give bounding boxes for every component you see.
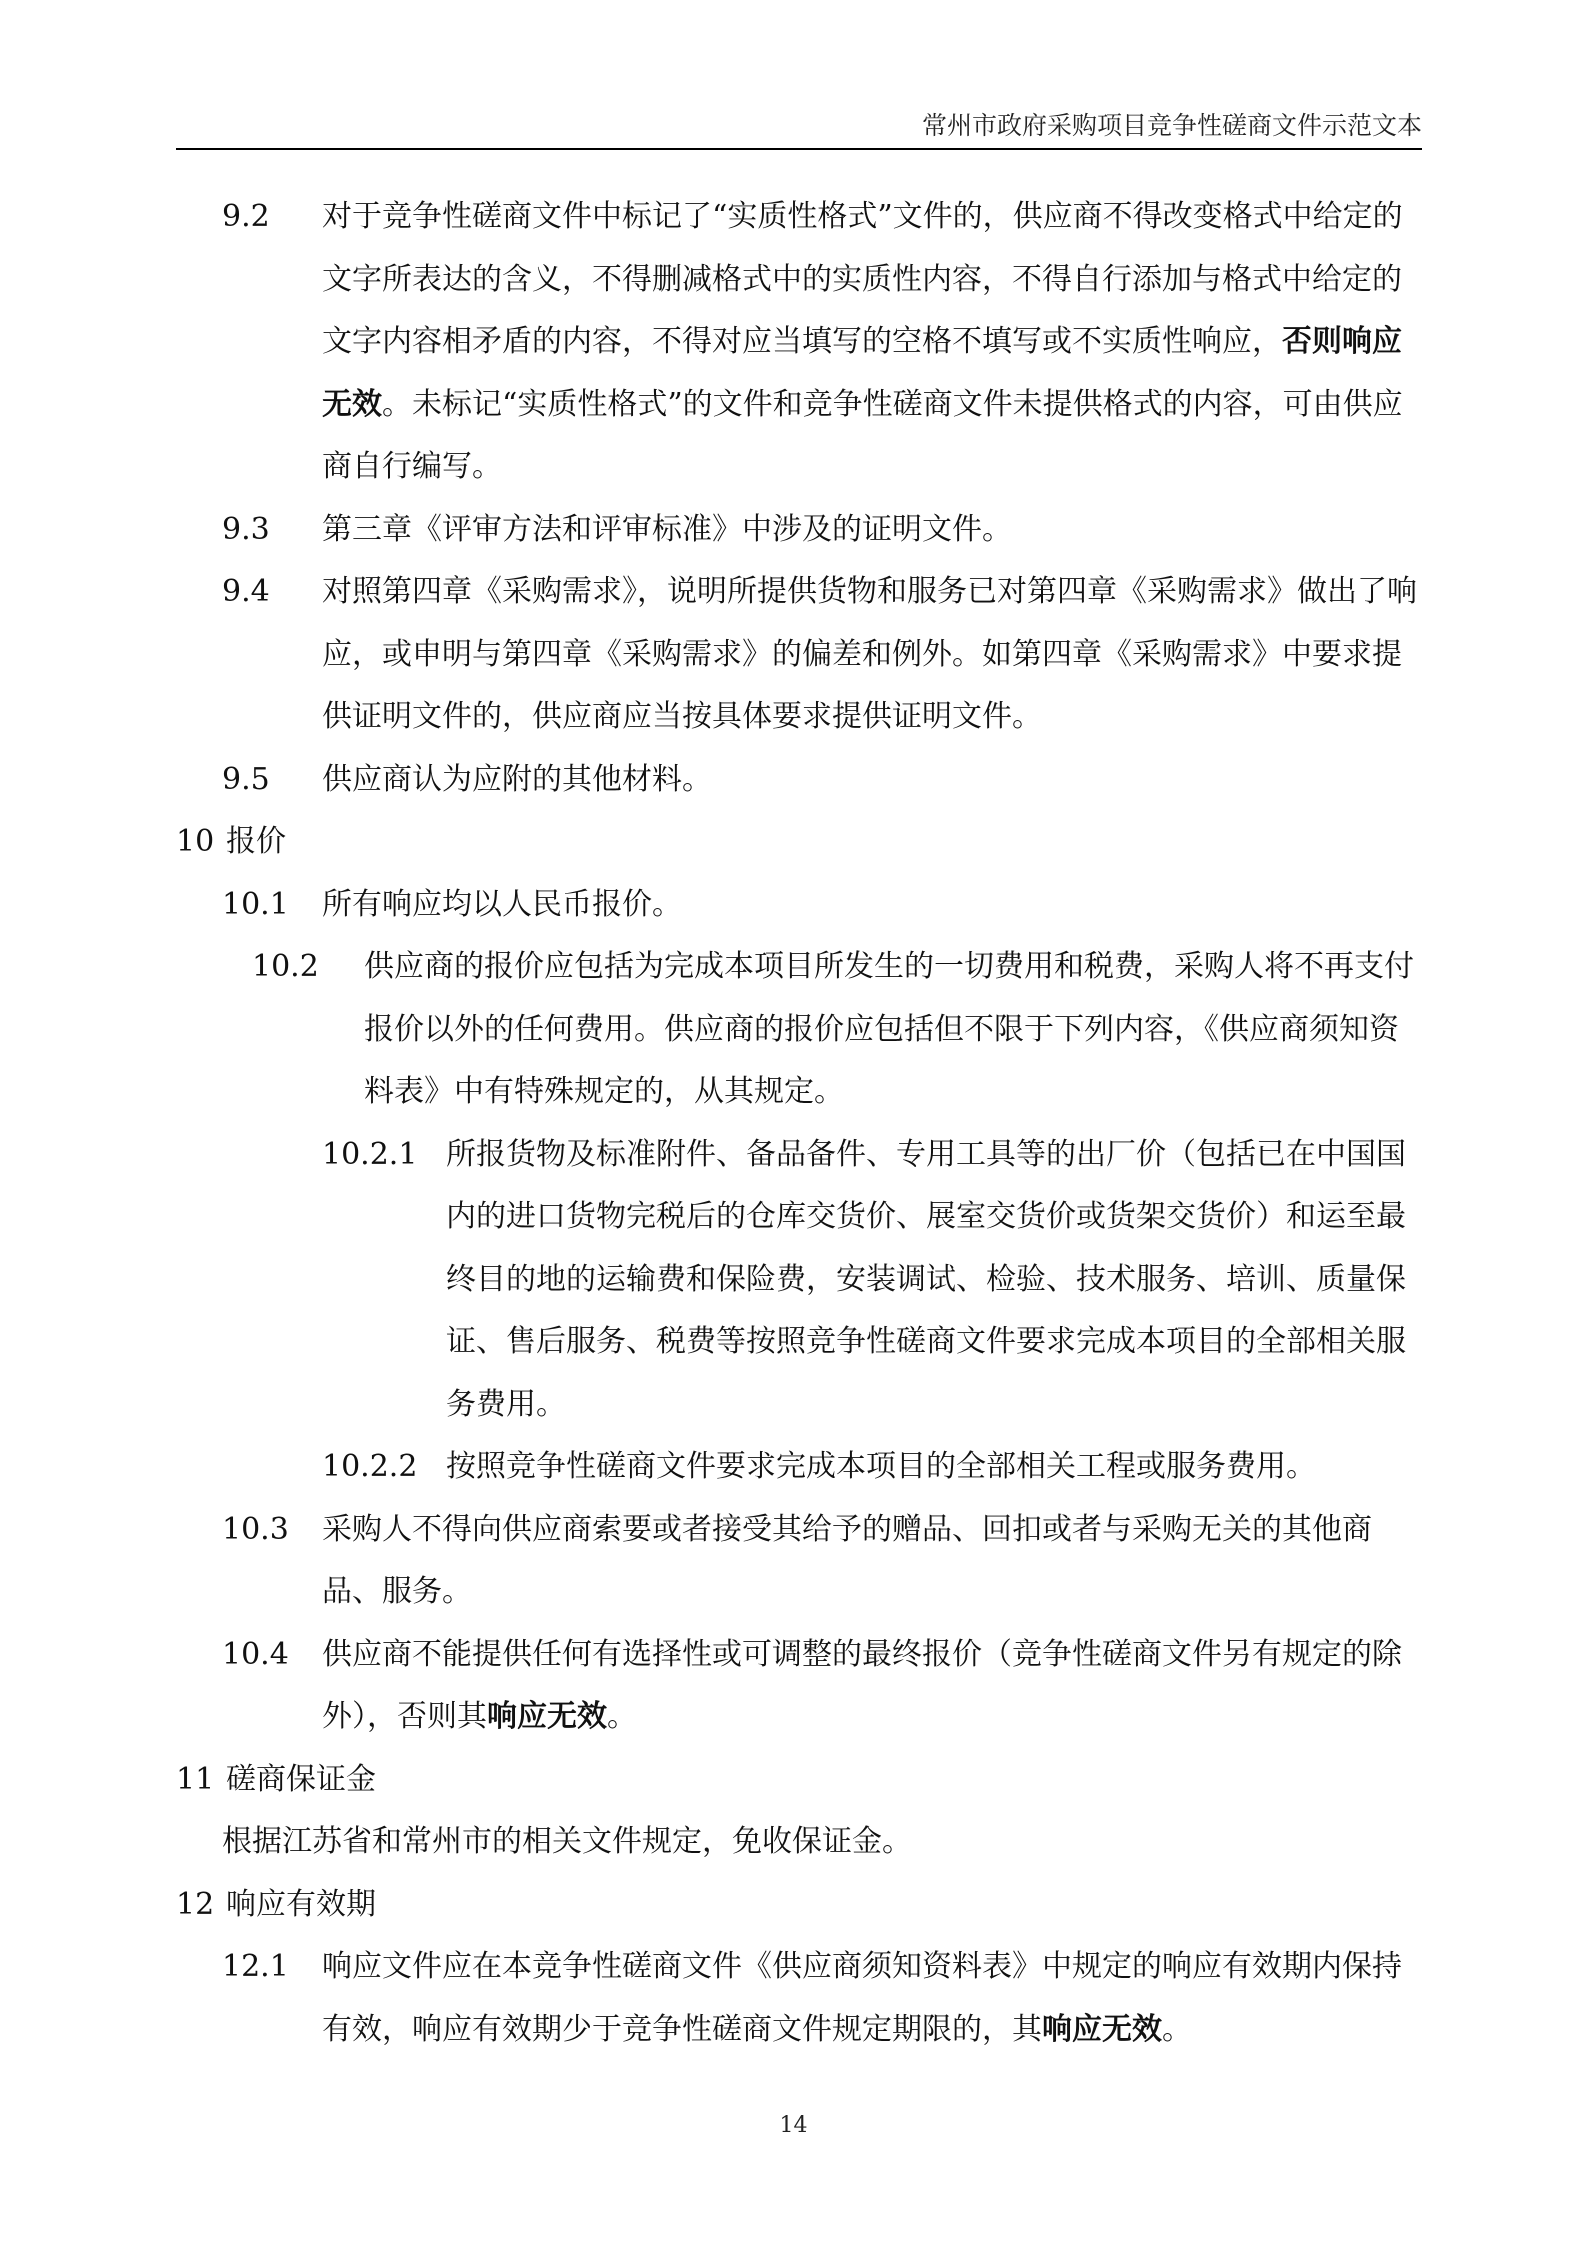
- clause-text: 对照第四章《采购需求》，说明所提供货物和服务已对第四章《采购需求》做出了响应，或申明与第四章《采购需求》的偏差和例外。如第四章《采购需求》中要求提供证明文件的，供应商应当按具体要求提供证明文件。: [322, 574, 1417, 734]
- clause-12-1: [176, 1936, 1422, 2061]
- section-12-heading: [176, 1874, 1422, 1937]
- clause-10-2: [176, 936, 1422, 1124]
- section-title: 磋商保证金: [226, 1761, 376, 1797]
- clause-number: 10.2.1: [322, 1136, 418, 1172]
- section-title: 响应有效期: [226, 1886, 376, 1922]
- clause-text: 响应文件应在本竞争性磋商文件《供应商须知资料表》中规定的响应有效期内保持有效，响应有效期少于竞争性磋商文件规定期限的，其响应无效。: [322, 1949, 1402, 2047]
- emphasis: 否则响应无效: [322, 324, 1402, 422]
- clause-9-2: [176, 186, 1422, 499]
- header-divider: [176, 148, 1422, 150]
- clause-number: 10.1: [222, 886, 289, 922]
- clause-10-1: [176, 874, 1422, 937]
- clause-text: 所报货物及标准附件、备品备件、专用工具等的出厂价（包括已在中国国内的进口货物完税后的仓库交货价、展室交货价或货架交货价）和运至最终目的地的运输费和保险费，安装调试、检验、技术服务、培训、质量保证、售后服务、税费等按照竞争性磋商文件要求完成本项目的全部相关服务费用。: [446, 1136, 1406, 1422]
- clause-9-4: [176, 561, 1422, 749]
- clause-10-4: [176, 1624, 1422, 1749]
- clause-text: 按照竞争性磋商文件要求完成本项目的全部相关工程或服务费用。: [446, 1449, 1316, 1484]
- clause-10-2-1: [176, 1124, 1422, 1437]
- clause-text: 对于竞争性磋商文件中标记了“实质性格式”文件的，供应商不得改变格式中给定的文字所表达的含义，不得删减格式中的实质性内容，不得自行添加与格式中给定的文字内容相矛盾的内容，不得对应当填写的空格不填写或不实质性响应，否则响应无效。未标记“实质性格式”的文件和竞争性磋商文件未提供格式的内容，可由供应商自行编写。: [322, 199, 1403, 484]
- section-title: 报价: [226, 824, 286, 859]
- clause-9-3: [176, 499, 1422, 562]
- clause-number: 10.4: [222, 1636, 289, 1672]
- section-11-text: 根据江苏省和常州市的相关文件规定，免收保证金。: [222, 1824, 912, 1859]
- page-number: 14: [779, 2113, 808, 2138]
- clause-10-3: [176, 1499, 1422, 1624]
- clause-text: 采购人不得向供应商索要或者接受其给予的赠品、回扣或者与采购无关的其他商品、服务。: [322, 1511, 1372, 1609]
- clause-text: 第三章《评审方法和评审标准》中涉及的证明文件。: [322, 511, 1012, 547]
- clause-number: 9.4: [222, 574, 270, 609]
- clause-text: 所有响应均以人民币报价。: [322, 886, 682, 922]
- clause-text: 供应商不能提供任何有选择性或可调整的最终报价（竞争性磋商文件另有规定的除外），否则其响应无效。: [322, 1636, 1402, 1734]
- clause-9-5: [176, 749, 1422, 812]
- section-10-heading: [176, 811, 1422, 874]
- clause-number: 9.5: [222, 761, 270, 797]
- clause-number: 12.1: [222, 1949, 289, 1984]
- emphasis: 响应无效: [487, 1699, 607, 1734]
- clause-text: 供应商认为应附的其他材料。: [322, 761, 712, 797]
- section-number: 10: [176, 824, 215, 859]
- clause-number: 10.2.2: [322, 1449, 418, 1484]
- section-number: 11: [176, 1761, 215, 1797]
- emphasis: 响应无效: [1042, 2011, 1162, 2047]
- section-11-heading: [176, 1749, 1422, 1812]
- clause-number: 10.3: [222, 1511, 289, 1547]
- running-header: 常州市政府采购项目竞争性磋商文件示范文本: [921, 111, 1422, 140]
- section-number: 12: [176, 1886, 215, 1922]
- document-body: [176, 186, 1422, 2061]
- clause-number: 10.2: [252, 949, 319, 984]
- clause-number: 9.3: [222, 511, 270, 547]
- clause-number: 9.2: [222, 199, 270, 234]
- clause-10-2-2: [176, 1436, 1422, 1499]
- clause-text: 供应商的报价应包括为完成本项目所发生的一切费用和税费，采购人将不再支付报价以外的任何费用。供应商的报价应包括但不限于下列内容，《供应商须知资料表》中有特殊规定的，从其规定。: [364, 949, 1414, 1109]
